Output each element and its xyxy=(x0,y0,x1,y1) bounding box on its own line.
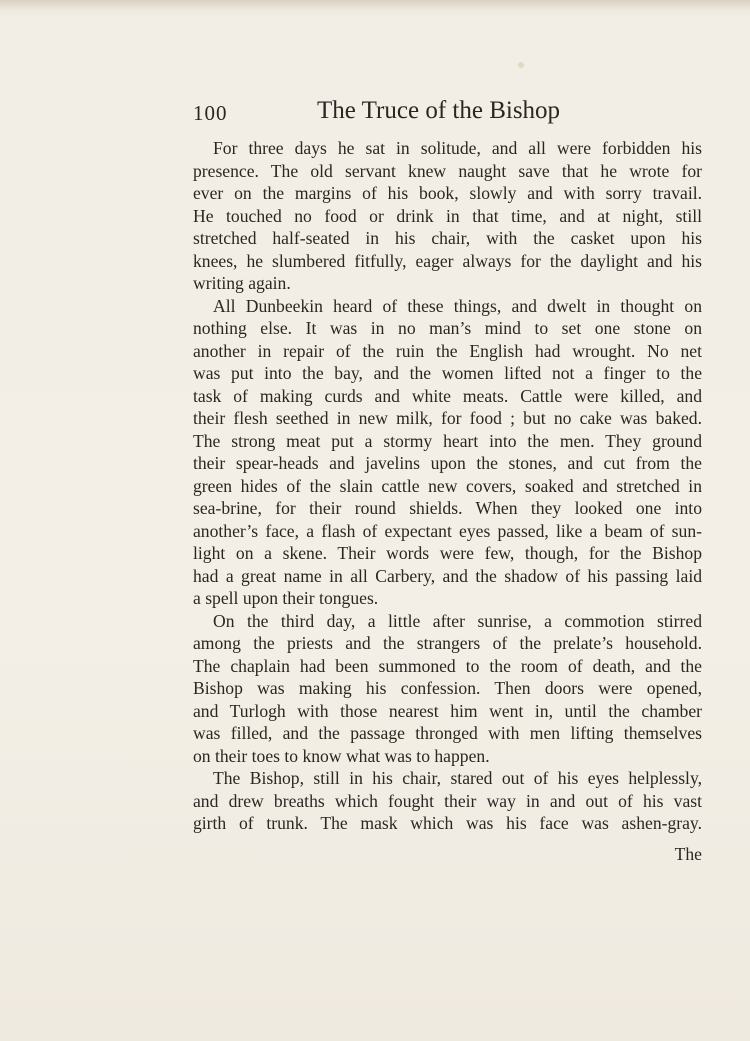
text-line: among the priests and the strangers of the prelate’s household. xyxy=(193,633,702,653)
text-line: knees, he slumbered fitfully, eager always for the daylight and his xyxy=(193,250,702,271)
text-line: on their toes to know what was to happen. xyxy=(193,745,490,766)
text-line: a spell upon their tongues. xyxy=(193,588,379,608)
page-top-edge xyxy=(0,0,750,10)
text-line: All Dunbeekin heard of these things, and dwelt in thought on xyxy=(213,295,702,316)
catchword: The xyxy=(674,844,702,864)
paper-speck xyxy=(518,62,524,68)
text-line: task of making curds and white meats. Cattle were killed, and xyxy=(193,385,702,406)
text-line: green hides of the slain cattle new covers, soaked and stretched in xyxy=(193,475,702,496)
text-line: The Bishop, still in his chair, stared out of his eyes helplessly, xyxy=(213,768,702,788)
page-number: 100 xyxy=(193,101,228,125)
text-line: ever on the margins of his book, slowly and with sorry travail. xyxy=(193,183,702,203)
text-line: was put into the bay, and the women lifted not a finger to the xyxy=(193,363,702,383)
text-line: and drew breaths which fought their way in and out of his vast xyxy=(193,790,702,811)
text-line: The strong meat put a stormy heart into the men. They ground xyxy=(193,430,702,451)
text-line: girth of trunk. The mask which was his face was ashen-gray. xyxy=(193,813,702,833)
text-line: sea-brine, for their round shields. When they looked one into xyxy=(193,498,702,518)
paragraph xyxy=(193,767,702,835)
text-line: another in repair of the ruin the English had wrought. No net xyxy=(193,340,702,361)
text-line: For three days he sat in solitude, and all were forbidden his xyxy=(213,138,702,158)
body-text xyxy=(193,137,702,835)
text-line: stretched half-seated in his chair, with the casket upon his xyxy=(193,228,702,248)
text-line: The chaplain had been summoned to the room of death, and the xyxy=(193,655,702,676)
paragraph xyxy=(193,295,702,610)
text-line: Bishop was making his confession. Then doors were opened, xyxy=(193,678,702,698)
paragraph xyxy=(193,610,702,768)
text-line: presence. The old servant knew naught save that he wrote for xyxy=(193,160,702,181)
text-line: light on a skene. Their words were few, though, for the Bishop xyxy=(193,543,702,563)
text-line: was filled, and the passage thronged with men lifting themselves xyxy=(193,723,702,743)
running-title: The Truce of the Bishop xyxy=(317,97,561,124)
text-line: another’s face, a flash of expectant eyes passed, like a beam of sun- xyxy=(193,520,702,541)
text-line: and Turlogh with those nearest him went in, until the chamber xyxy=(193,700,702,721)
text-line: He touched no food or drink in that time, and at night, still xyxy=(193,205,702,226)
page-header xyxy=(193,97,713,129)
text-line: their flesh seethed in new milk, for food ; but no cake was baked. xyxy=(193,408,702,428)
text-line: On the third day, a little after sunrise, a commotion stirred xyxy=(213,610,702,631)
text-line: writing again. xyxy=(193,273,291,293)
text-line: nothing else. It was in no man’s mind to set one stone on xyxy=(193,318,702,338)
text-line: had a great name in all Carbery, and the shadow of his passing laid xyxy=(193,565,702,586)
text-line: their spear-heads and javelins upon the stones, and cut from the xyxy=(193,453,702,473)
paragraph xyxy=(193,137,702,295)
